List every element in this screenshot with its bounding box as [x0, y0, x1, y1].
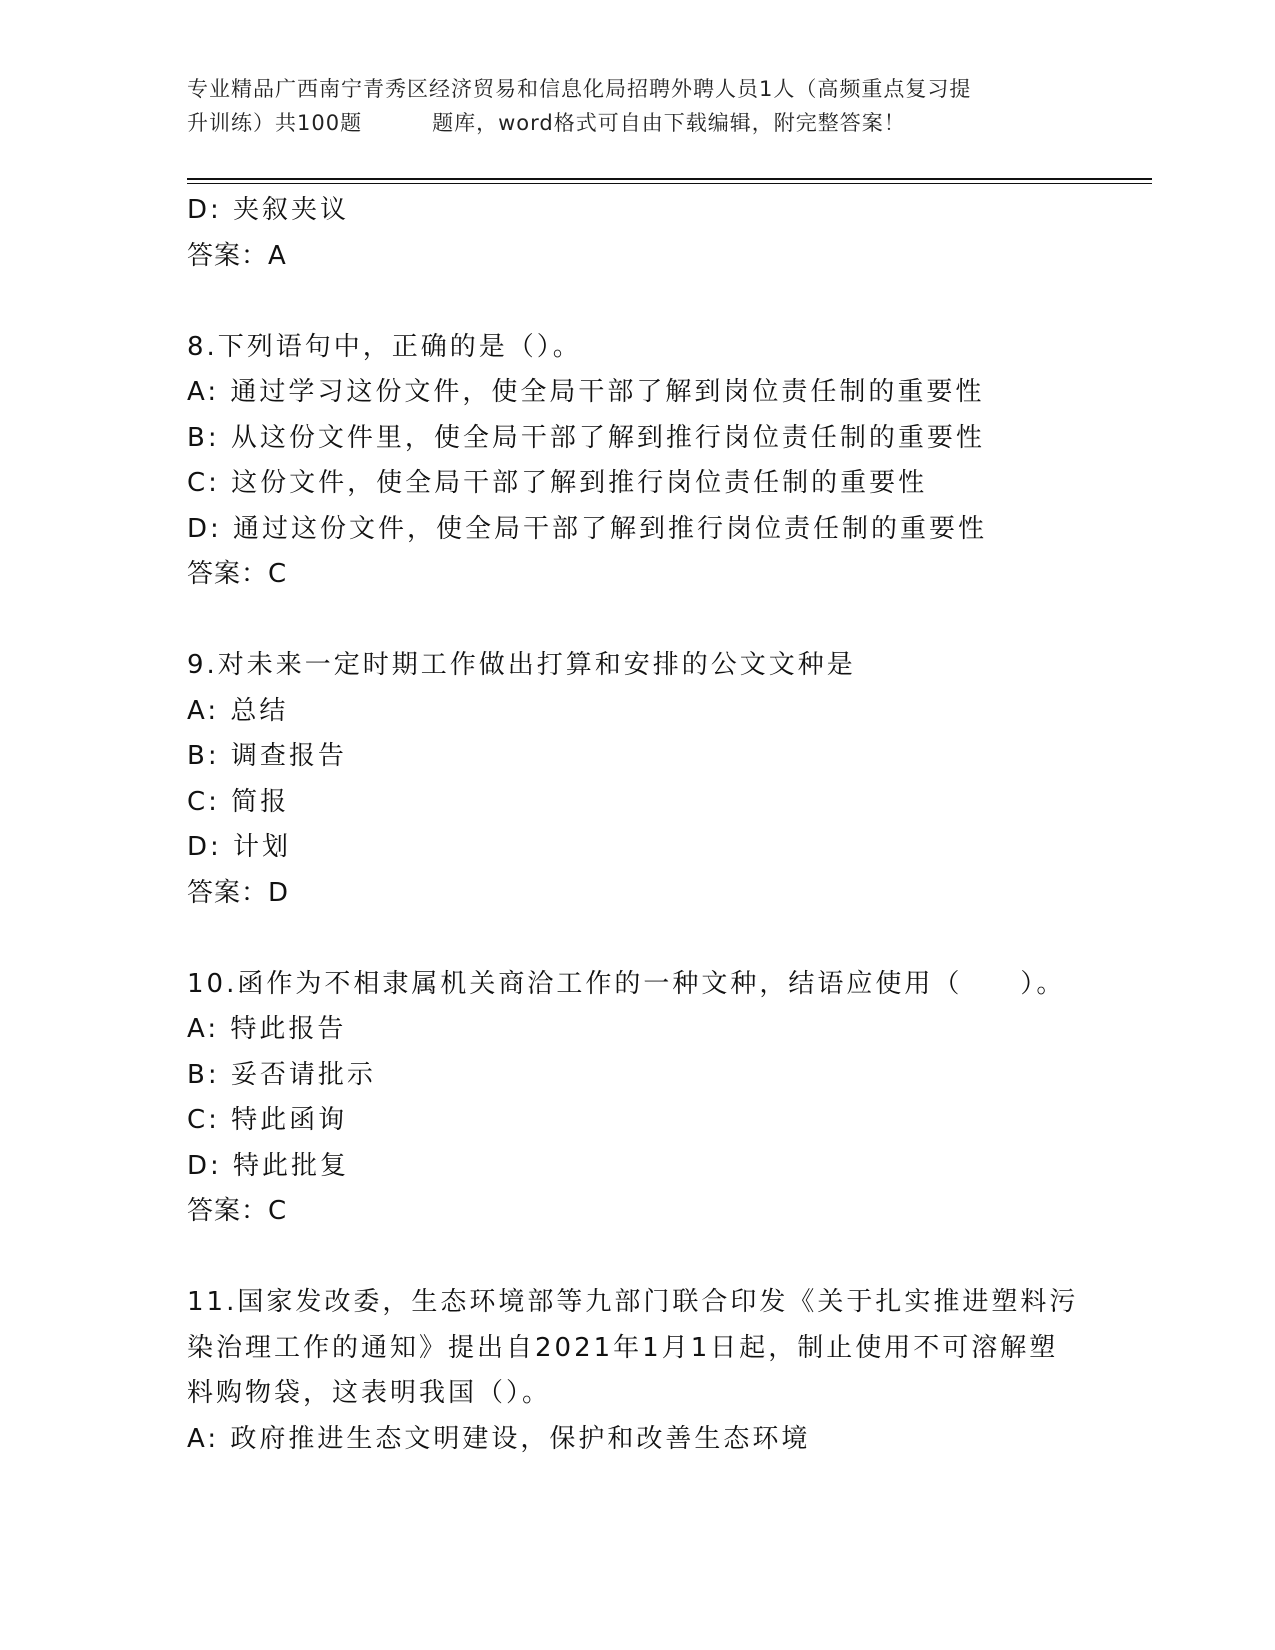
prev-answer: 答案：A [187, 240, 287, 271]
question-11-stem-line-2: 染治理工作的通知》提出自2021年1月1日起，制止使用不可溶解塑 [187, 1332, 1059, 1363]
question-11-option-a: A: 政府推进生态文明建设，保护和改善生态环境 [187, 1423, 811, 1454]
question-9-answer: 答案：D [187, 877, 290, 908]
question-8-answer: 答案：C [187, 559, 288, 589]
header-title-line-1: 专业精品广西南宁青秀区经济贸易和信息化局招聘外聘人员1人（高频重点复习提 [187, 77, 972, 101]
question-list [187, 188, 1087, 1462]
prev-option-d: D: 夹叙夹议 [187, 195, 350, 225]
question-11-stem-line-1: 11.国家发改委，生态环境部等九部门联合印发《关于扎实推进塑料污 [187, 1287, 1079, 1317]
question-9-option-d: D: 计划 [187, 832, 292, 862]
question-9-option-a: A: 总结 [187, 695, 289, 726]
question-8-option-d: D: 通过这份文件，使全局干部了解到推行岗位责任制的重要性 [187, 513, 988, 544]
header-title-part-a: 升训练）共100题 [187, 111, 363, 135]
header-title-line-2 [187, 106, 1087, 140]
question-11-stem-line-3: 料购物袋，这表明我国（）。 [187, 1378, 552, 1408]
question-10-option-b: B: 妥否请批示 [187, 1059, 376, 1090]
question-10-option-a: A: 特此报告 [187, 1014, 347, 1044]
header-divider-thick [187, 178, 1152, 180]
question-8-stem: 8.下列语句中，正确的是（）。 [187, 331, 582, 362]
question-8-option-c: C: 这份文件，使全局干部了解到推行岗位责任制的重要性 [187, 468, 928, 498]
question-10-stem: 10.函作为不相隶属机关商洽工作的一种文种，结语应使用（ ）。 [187, 968, 1066, 999]
question-8-option-a: A: 通过学习这份文件，使全局干部了解到岗位责任制的重要性 [187, 377, 985, 407]
question-9-option-b: B: 调查报告 [187, 741, 347, 771]
question-9-option-c: C: 简报 [187, 786, 290, 817]
question-10-option-d: D: 特此批复 [187, 1150, 350, 1181]
question-8-option-b: B: 从这份文件里，使全局干部了解到推行岗位责任制的重要性 [187, 422, 985, 453]
header-divider-thin [187, 183, 1152, 184]
header-title-part-b: 题库，word格式可自由下载编辑，附完整答案！ [432, 111, 906, 135]
question-10-option-c: C: 特此函询 [187, 1105, 348, 1135]
question-10-answer: 答案：C [187, 1196, 288, 1226]
page-header [187, 72, 1087, 140]
question-9-stem: 9.对未来一定时期工作做出打算和安排的公文文种是 [187, 650, 856, 680]
